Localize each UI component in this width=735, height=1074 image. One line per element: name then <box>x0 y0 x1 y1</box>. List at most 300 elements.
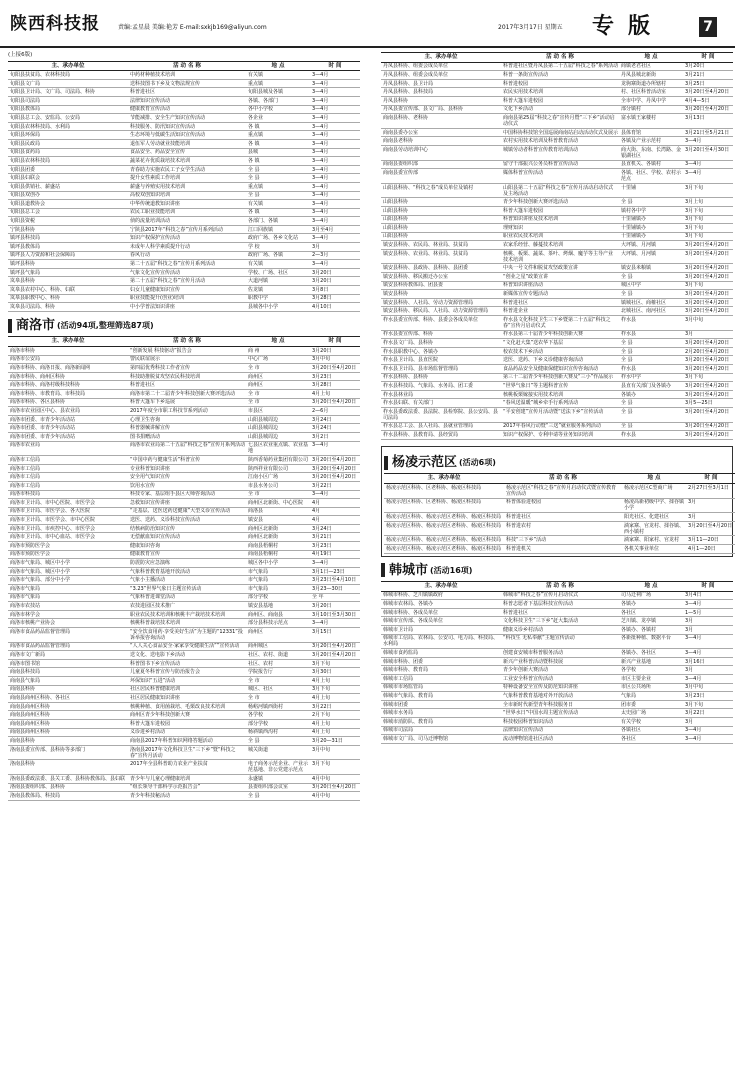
table-row <box>8 473 360 482</box>
left-column <box>8 52 360 801</box>
cell-unit: 杨凌示范区科协、杨凌示范区老科协、杨凌区科技局 <box>384 521 504 536</box>
cell-time: 3月23日 <box>310 372 360 381</box>
col-place: 地 点 <box>246 61 310 71</box>
table-row <box>8 139 360 148</box>
cell-place: 城区各中小学 <box>246 559 310 568</box>
cell-place: 重点镇 <box>246 182 310 191</box>
cell-unit: 岚皋县职教中心、科协 <box>8 294 128 303</box>
cell-place: 各镇办 <box>619 600 683 609</box>
cell-time: 3—4月 <box>310 105 360 114</box>
cell-time: 3月23日 <box>310 542 360 551</box>
cell-place: 学 校 <box>246 243 310 252</box>
cell-time: 3月2日 <box>310 432 360 441</box>
cell-activity: 春风行动 <box>128 251 246 260</box>
cell-activity: 侦的流量培训活动 <box>128 217 246 226</box>
table-row <box>8 576 360 585</box>
cell-time: 3月20日至4月20日 <box>683 105 733 114</box>
cell-place: 山阳县城周边 <box>246 432 310 441</box>
cell-time: 3月16日 <box>683 657 733 666</box>
table-row <box>381 281 733 290</box>
cell-activity: “人人关心食品安全·家家享受健康生活””宣传活动 <box>128 642 246 651</box>
table-row <box>381 382 733 391</box>
cell-time: 2—6月 <box>310 407 360 416</box>
cell-place: 各学校 <box>619 666 683 675</box>
table-row <box>8 676 360 685</box>
cell-unit: 商洛市科协、各区县科协 <box>8 398 128 407</box>
heading-bar <box>8 319 12 333</box>
cell-activity: 洛南县2017年文化科技卫生“三下乡”暨“科技之春”宣传月活动 <box>128 745 246 760</box>
cell-activity: 科普体验进校园 <box>504 498 622 513</box>
table-row <box>381 608 733 617</box>
cell-activity: 科普大篷车进校园 <box>128 719 246 728</box>
cell-place: 全 县 <box>619 198 683 207</box>
table-row <box>381 62 733 71</box>
cell-activity: 科普进机关 <box>504 544 622 553</box>
cell-place: 各镇及产业示范村 <box>619 137 683 146</box>
cell-unit: 商洛市图书馆 <box>8 659 128 668</box>
cell-time: 4月上旬 <box>310 728 360 737</box>
cell-unit: 商洛市气象局、城区中小学 <box>8 559 128 568</box>
cell-unit: 商洛市科技局 <box>8 490 128 499</box>
cell-unit: 韩城市科协、教育局 <box>381 666 501 675</box>
cell-activity: 新媒体宣传专题活动 <box>501 290 619 299</box>
cell-place: 十里铺镇办 <box>619 224 683 233</box>
cell-activity: 专业科普知识讲座 <box>128 464 246 473</box>
cell-place: 社区、农村 <box>246 659 310 668</box>
table-row <box>8 165 360 174</box>
cell-place: 全 市 <box>246 676 310 685</box>
cell-time: 3月20日至4月20日 <box>310 651 360 660</box>
cell-activity: 健康义诊乡村活动 <box>501 626 619 635</box>
col-time: 时 间 <box>686 474 735 484</box>
cell-time: 3月30日 <box>310 668 360 677</box>
cell-place: 富水镇王家楼村 <box>619 114 683 129</box>
cell-unit: 商洛市卫计局、市医学会、各大医院 <box>8 507 128 516</box>
table-row <box>381 709 733 718</box>
cell-activity: “世界水日”中国水周主题宣传活动 <box>501 709 619 718</box>
cell-unit: 柞水县委政法委、县法院、县检察院、县公安局、县司法局 <box>381 407 501 422</box>
cell-time: 3—4月 <box>310 122 360 131</box>
cell-unit: 韩城市食药监局 <box>381 649 501 658</box>
table-row <box>8 737 360 746</box>
col-place: 地 点 <box>246 337 310 347</box>
cell-time: 3—4月 <box>310 200 360 209</box>
cell-time: 3月下旬 <box>683 206 733 215</box>
table-row <box>381 224 733 233</box>
cell-activity: 图书捐赠活动 <box>128 432 246 441</box>
cell-place: 大道河镇 <box>246 277 310 286</box>
cell-place: 全 县 <box>619 356 683 365</box>
cell-unit: 山阳县科协、“科技之春”成员单位及镇村 <box>381 183 501 198</box>
col-activity: 活 动 名 称 <box>128 337 246 347</box>
cell-activity: 媒体科普宣传活动 <box>501 169 619 184</box>
cell-time: 3—4月 <box>310 441 360 456</box>
cell-place: 商州区北新街、中心医院 <box>246 499 310 508</box>
cell-unit: 旬阳县道教协会 <box>8 200 128 209</box>
cell-unit: 商洛市卫计局、市疾控中心、市医学会 <box>8 524 128 533</box>
cell-activity: 科普进社区暨丹凤县第二十五届“科技之春”系列活动 <box>503 63 619 70</box>
cell-place: 全 市 <box>246 490 310 499</box>
cell-time: 3月25日 <box>683 79 733 88</box>
cell-time: 3月20日至4月20日 <box>310 642 360 651</box>
table-row <box>8 415 360 424</box>
cell-place: 村、社区科普活动室 <box>619 88 683 97</box>
cell-unit: 镇坪县人力资源和社会保障局 <box>8 251 128 260</box>
cell-place: 镇村各中学 <box>619 206 683 215</box>
cell-place: 山阳县城周边 <box>246 424 310 433</box>
cell-place: 山阳县城周边 <box>246 415 310 424</box>
cell-time: 4月中旬 <box>310 774 360 783</box>
cell-activity: 送文化、送电影下乡活动 <box>128 651 246 660</box>
cell-place: 各 镇 <box>246 157 310 166</box>
cell-place: 全 县 <box>246 174 310 183</box>
cell-unit: 韩城市文广局、司马迁博物馆 <box>381 735 501 744</box>
table-row <box>8 174 360 183</box>
cell-activity: 农民工职业技能培训 <box>128 208 246 217</box>
cell-unit: 商南县商州区科协 <box>8 702 128 711</box>
cell-place: 十里铺 <box>619 183 683 198</box>
cell-time: 3—4月 <box>310 208 360 217</box>
cell-unit: 旬阳县农林科技局 <box>8 157 128 166</box>
cell-activity: 食品药品安全及健康保健知识宣传咨询活动 <box>501 365 619 374</box>
cell-time: 3月下旬 <box>683 232 733 241</box>
cell-activity: 科普进社区 <box>504 513 622 522</box>
cell-activity: 科普器械讲解宣传 <box>128 424 246 433</box>
cell-unit: 山阳县科协 <box>381 224 501 233</box>
cell-unit: 商洛市工信局 <box>8 473 128 482</box>
cell-unit: 杨凌示范区科协、杨凌示范区老科协、杨凌区科技局 <box>384 536 504 545</box>
cell-unit: 韩城市水务局 <box>381 709 501 718</box>
cell-time: 4月 <box>310 499 360 508</box>
table-row <box>381 128 733 137</box>
cell-activity: 文化下乡活动 <box>501 105 619 114</box>
cell-time: 全 年 <box>310 593 360 602</box>
table-row <box>8 533 360 542</box>
cell-place: 商州区 <box>246 372 310 381</box>
cell-unit: 柞水县文广局、县科协 <box>381 339 501 348</box>
table-row <box>381 657 733 666</box>
cell-place: 阳光社区、化建社区 <box>622 513 686 522</box>
cell-time: 3月下旬 <box>310 685 360 694</box>
table-row <box>381 700 733 709</box>
cell-unit: 镇安县科协、农民局、林业局、扶贫局 <box>381 241 501 250</box>
cell-place: 全 市 <box>246 694 310 703</box>
cell-activity: 理财知识 <box>501 224 619 233</box>
cell-unit: 商南县委办公室 <box>381 128 501 137</box>
cell-activity: 第四届优秀科技工作者宣传 <box>128 364 246 373</box>
col-activity: 活 动 名 称 <box>501 53 619 63</box>
cell-unit: 旬阳县教体局 <box>8 105 128 114</box>
cell-place: 社区、农村、街道 <box>246 651 310 660</box>
table-row <box>8 217 360 226</box>
cell-unit: 商洛市林学会 <box>8 610 128 619</box>
table-row <box>8 760 360 775</box>
cell-activity: 科技助推脱贫攻坚农民科技培训 <box>128 372 246 381</box>
cell-time: 3月20日 <box>310 602 360 611</box>
table-row <box>8 88 360 97</box>
cell-activity: 商洛市农业局第二十五届“科技之春”宣传月系列活动 <box>128 441 246 456</box>
cell-activity: 青少年创新大赛活动 <box>501 666 619 675</box>
cell-unit: 镇安县科协教体局、团县委 <box>381 281 501 290</box>
cell-unit: 镇安县科协、县政协、县科协、县团委 <box>381 264 501 273</box>
table-row <box>381 198 733 207</box>
cell-place: 柞水县 <box>619 330 683 339</box>
cell-unit: 商洛市农技站 <box>8 602 128 611</box>
col-time: 时 间 <box>683 582 733 592</box>
cell-unit: 商洛市气象局 <box>8 585 128 594</box>
table-row <box>8 364 360 373</box>
cell-place: 镇安县 <box>246 516 310 525</box>
cell-unit: 镇安县科协、人社局、劳动力资源管理局 <box>381 298 501 307</box>
cell-activity: 结核病防治知识宣传 <box>128 524 246 533</box>
cell-time: 3月下旬 <box>683 281 733 290</box>
cell-time: 3月20日至4月20日 <box>310 473 360 482</box>
cell-activity: “创新发展 科技驱动”报告会 <box>128 347 246 356</box>
table-row <box>8 516 360 525</box>
cell-time: 3月22日 <box>683 709 733 718</box>
cell-activity: 科普知识讲座及技术培训 <box>501 215 619 224</box>
cell-place: 有关镇 <box>246 260 310 269</box>
cell-time: 3月 <box>683 330 733 339</box>
table-row <box>381 373 733 382</box>
cell-place: 县直机关、各镇村 <box>619 160 683 169</box>
cell-activity: 新兴产业科普活动暨科技展 <box>501 657 619 666</box>
cell-unit: 商南县劳动培训中心 <box>381 145 501 160</box>
table-row <box>381 675 733 684</box>
cell-time: 3—4月 <box>310 559 360 568</box>
cell-activity: “平安创建”宣传月活动暨“送法下乡”宣传活动 <box>501 407 619 422</box>
table-row <box>8 481 360 490</box>
cell-unit: 商洛市团委、市青少年活动站 <box>8 432 128 441</box>
cell-activity: 中国科协科技馆全国巡展商南站启动活动仪式及展示 <box>503 129 619 136</box>
cell-activity: 科普图书下乡宣传活动 <box>128 659 246 668</box>
cell-place: 电子商务示范企业、产业示范基地、非公党建示范点 <box>248 761 309 774</box>
cell-unit: 旬阳县司法局 <box>8 96 128 105</box>
cell-place: 市县水务公司 <box>246 481 310 490</box>
cell-activity: 杨凌示范区“科技之春”宣传月启动仪式暨宣传教育宣传活动 <box>504 483 622 498</box>
yangling-title: 杨凌示范区 <box>392 454 458 470</box>
cell-unit: 韩城市团委 <box>381 700 501 709</box>
table-row <box>381 600 733 609</box>
cell-unit: 旬阳县扶贫局、农林科技局 <box>8 71 128 80</box>
cell-activity: 气象科普教育基地开放活动 <box>128 567 246 576</box>
table-row <box>381 407 733 422</box>
cell-time: 3月上旬 <box>683 198 733 207</box>
cell-activity: 核桃种植、食用菌栽培、毛栗改良技术培训 <box>128 702 246 711</box>
table-row <box>381 232 733 241</box>
table-row <box>8 559 360 568</box>
cell-place: 各社区 <box>619 608 683 617</box>
cell-time: 3—4月 <box>310 139 360 148</box>
cell-unit: 旬阳县农林科技局、水利局 <box>8 122 128 131</box>
cell-unit: 洛南县委组织部、县科协 <box>8 783 128 792</box>
cell-place: 全 县 <box>619 399 683 408</box>
cell-activity: “科技生 无私奉献”主题宣传活动 <box>501 634 619 649</box>
cell-time: 3—4月 <box>683 160 733 169</box>
cell-time: 3月下旬 <box>683 183 733 198</box>
cell-activity: 科普大篷车进校园 <box>501 206 619 215</box>
table-row <box>8 702 360 711</box>
cell-place: 全市中学、丹凤中学 <box>619 96 683 105</box>
table-row <box>8 642 360 651</box>
cell-place: 学院报告厅 <box>246 668 310 677</box>
table-row <box>8 585 360 594</box>
cell-time: 3月28日 <box>310 381 360 390</box>
cell-place: 全 县 <box>246 792 310 801</box>
cell-unit: 旬阳县文广局 <box>8 79 128 88</box>
cell-unit: 宁陕县科协 <box>8 225 128 234</box>
cell-place: 旬阳县城及各镇 <box>246 88 310 97</box>
cell-place: 县体育馆 <box>619 128 683 137</box>
table-row <box>381 79 733 88</box>
table-row <box>8 685 360 694</box>
cell-activity: 流动博物馆进社区活动 <box>501 735 619 744</box>
cell-place: 镇城社区、商榷社区 <box>619 298 683 307</box>
cell-unit: 商洛市农业园区中心、县农业局 <box>8 407 128 416</box>
cell-time: 3月21日 <box>310 533 360 542</box>
table-row <box>381 105 733 114</box>
table-row <box>381 137 733 146</box>
cell-time: 3月20日至4月20日 <box>686 521 735 536</box>
cell-activity: 特种设备安全宣传及防范知识讲座 <box>501 683 619 692</box>
cell-time: 3月20日至4月20日 <box>683 407 733 422</box>
cell-time: 3—4月 <box>683 634 733 649</box>
col-time: 时 间 <box>310 337 360 347</box>
table-row <box>8 200 360 209</box>
cell-unit: 旬阳县妇联会 <box>8 174 128 183</box>
cell-place: 各镇、各部门 <box>246 96 310 105</box>
shangluo-table <box>8 336 360 800</box>
cell-unit: 商南县科协、老科协 <box>381 114 501 129</box>
cell-activity: 科普志愿者下基层科技宣传活动 <box>501 600 619 609</box>
newspaper-logo: 陕西科技报 <box>10 14 100 34</box>
table-row <box>8 260 360 269</box>
table-row <box>381 241 733 250</box>
cell-time: 3月20日至4月20日 <box>683 431 733 440</box>
cell-time: 3—4月 <box>310 165 360 174</box>
cell-place: 全 县 <box>246 191 310 200</box>
cell-unit: 商洛市预防医学会 <box>8 550 128 559</box>
table-row <box>381 718 733 727</box>
cell-place: 淌家寨、官龙村、揉谷镇、西小镇村 <box>624 522 685 535</box>
cell-activity: 留守干部振兴公务员科普宣传活动 <box>501 160 619 169</box>
cell-time: 3—4月 <box>310 96 360 105</box>
cell-time: 3月24日 <box>310 424 360 433</box>
cell-unit: 商南县委组织部 <box>381 160 501 169</box>
cell-activity: 核桃、板栗、蔬菜、茶叶、烤烟、魔芋等主导产业技术培训 <box>501 249 619 264</box>
cell-unit: 韩城市农林局、各镇办 <box>381 600 501 609</box>
table-row <box>381 71 733 80</box>
cell-time: 3月24日 <box>310 415 360 424</box>
table-row <box>8 294 360 303</box>
cell-place: 全 县 <box>619 339 683 348</box>
cell-time: 3月20日至4月20日 <box>683 422 733 431</box>
table-row <box>8 711 360 720</box>
table-row <box>8 610 360 619</box>
cell-place: 市区公共场所 <box>619 683 683 692</box>
cell-unit: 商洛市气象局、部分中小学 <box>8 576 128 585</box>
cell-time: 3月20日至4月20日 <box>310 464 360 473</box>
cell-place: 学校、广场、社区 <box>246 268 310 277</box>
cell-activity: 健康教育宣传活动 <box>128 105 246 114</box>
cell-activity: 商洛市第二十二届青少年科技创新大赛评选活动 <box>128 389 246 398</box>
cell-place: 商洛县 <box>246 507 310 516</box>
shangluo-heading <box>8 318 360 334</box>
cell-activity: 城镇劳动者科普宣传教育培训活动 <box>501 145 619 160</box>
table-row <box>381 290 733 299</box>
cell-activity: 柞水县第三十届青少年科技创新大赛 <box>501 330 619 339</box>
table-row <box>8 251 360 260</box>
cell-activity: 高校双创知识培训 <box>128 191 246 200</box>
cell-place: 有关镇 <box>246 71 310 80</box>
table-row <box>8 499 360 508</box>
cell-time: 3月4日 <box>683 591 733 600</box>
cell-time: 3月23日 <box>683 692 733 701</box>
cell-activity: 安全用气知识宣传 <box>128 473 246 482</box>
cell-activity: 科普进农村 <box>504 521 622 536</box>
cell-place: 杨峪河镇西街村 <box>246 702 310 711</box>
table-row <box>8 389 360 398</box>
table-row <box>8 456 360 465</box>
cell-activity: “世界气象日”等主题科普宣传 <box>501 382 619 391</box>
cell-place: 市县区 <box>246 407 310 416</box>
cell-time: 3月24日 <box>310 524 360 533</box>
table-row <box>381 617 733 626</box>
cell-place: 大坪镇、月河镇 <box>619 249 683 264</box>
cell-place: 县城各中小学 <box>246 303 310 312</box>
cell-place: 团市委 <box>619 700 683 709</box>
table-row <box>8 719 360 728</box>
cell-time: 3月28日 <box>310 294 360 303</box>
cell-activity: 急救知识宣传讲座 <box>128 499 246 508</box>
table-row <box>8 507 360 516</box>
cell-time: 3月22日 <box>310 702 360 711</box>
cell-unit: 山阳县科协 <box>381 215 501 224</box>
cell-place: 全 市 <box>246 398 310 407</box>
table-row <box>381 330 733 339</box>
cell-time: 3月21日 <box>683 71 733 80</box>
cell-time: 3月 <box>310 243 360 252</box>
cell-place: 重点镇 <box>246 131 310 140</box>
shangluo-subtitle: (活动94项,整理筛选87项) <box>57 320 154 330</box>
cell-activity: “组长领导干部科学示范报告会” <box>128 783 246 792</box>
cell-unit: 岚皋县农村中心、科协、妇联 <box>8 286 128 295</box>
cell-activity: 2017年全县科普助力农业产业扶贫 <box>128 760 246 775</box>
hancheng-heading <box>381 563 733 579</box>
cell-place: 部分学校 <box>246 719 310 728</box>
cell-unit: 洛南县委宣传部、县科协等多部门 <box>8 745 128 760</box>
cell-unit: 柞水县妇联、有关部门 <box>381 399 501 408</box>
cell-unit: 镇安县科协、移民局、人社局、动力资源管理局 <box>381 307 501 316</box>
cell-unit: 岚皋县科协 <box>8 277 128 286</box>
cell-unit: 旬阳县民政局 <box>8 139 128 148</box>
cell-unit: 镇坪县科协 <box>8 260 128 269</box>
cell-unit: 商洛市科协、市教育局、市科技局 <box>8 389 128 398</box>
cell-time: 3月下旬 <box>310 760 360 775</box>
cell-activity: 职业农民技术培训 <box>501 232 619 241</box>
cell-unit: 旬阳县食药局 <box>8 148 128 157</box>
cell-activity: 退伍军人劳动就业技能培训 <box>128 139 246 148</box>
cell-time: 3—4月 <box>310 157 360 166</box>
cell-place: 商州区 <box>246 381 310 390</box>
table-row <box>8 234 360 243</box>
cell-unit: 镇安县科协、农业局、林业局、扶贫局 <box>381 249 501 264</box>
table-row <box>8 542 360 551</box>
table-row <box>384 544 735 553</box>
table-row <box>8 122 360 131</box>
yangling-table <box>384 473 735 553</box>
cell-unit: 商洛市气象局、城区中小学 <box>8 567 128 576</box>
